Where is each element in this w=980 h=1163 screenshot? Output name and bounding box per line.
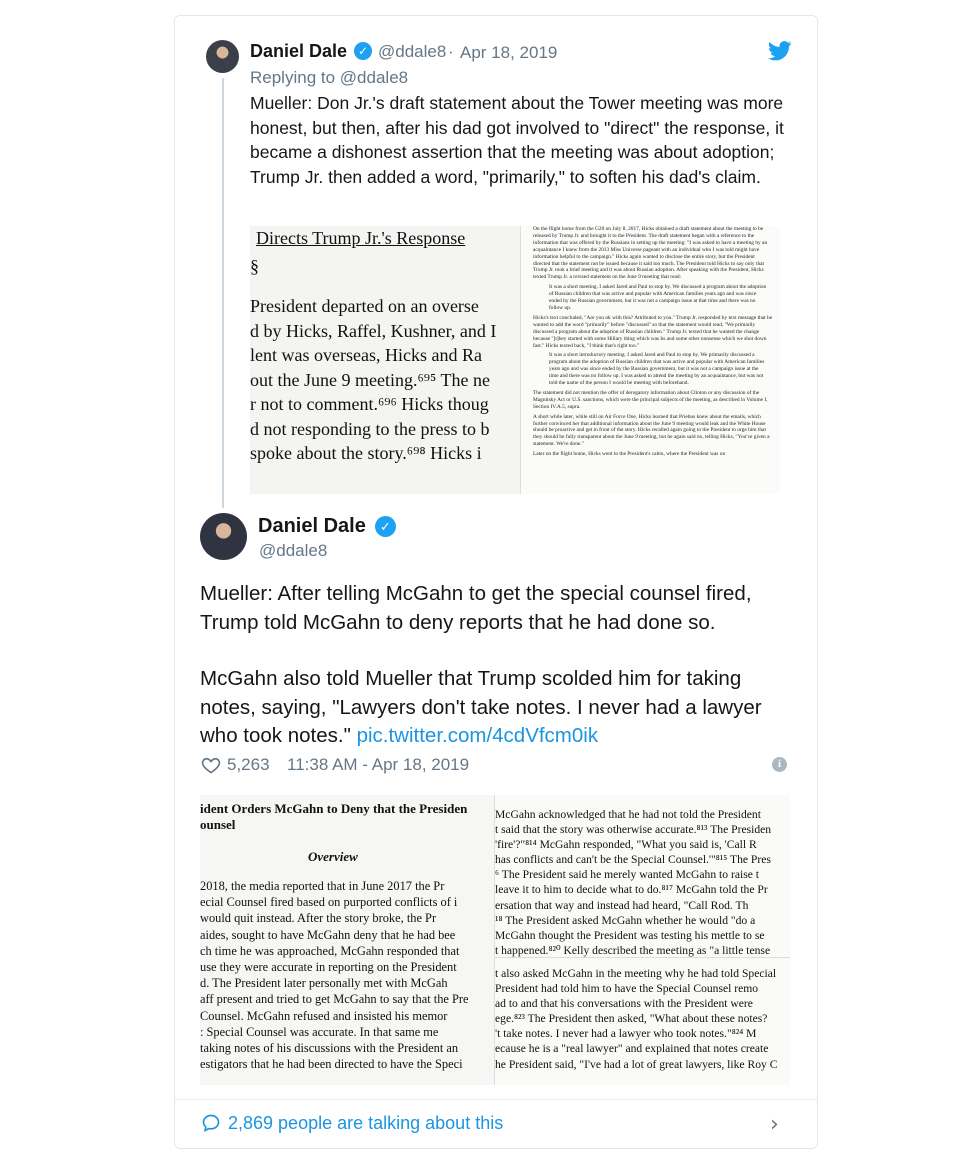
doc-line: ecial Counsel fired based on purported conflicts of i — [200, 895, 458, 910]
parent-separator: · — [448, 42, 454, 61]
doc-line: t said that the story was otherwise accurate.⁸¹³ The Presiden — [495, 823, 772, 837]
tweet-paragraph: Mueller: After telling McGahn to get the special counsel fired, Trump told McGahn to deny reports that he had done so. — [200, 582, 752, 634]
image-divider — [495, 957, 790, 958]
like-count[interactable]: 5,263 — [227, 755, 270, 774]
doc-heading-line: ounsel — [200, 817, 236, 832]
doc-subheading: Overview — [308, 849, 358, 864]
replying-to — [250, 68, 408, 88]
tweet-image-right[interactable] — [494, 795, 790, 1085]
heart-icon[interactable] — [201, 755, 221, 775]
doc-line: 'fire'?"⁸¹⁴ McGahn responded, "What you said is, 'Call R — [495, 838, 757, 852]
doc-line: t happened.⁸²⁰ Kelly described the meeting as "a little tense — [495, 943, 771, 957]
doc-paragraph: Later on the flight home, Hicks went to the President's cabin, where the President was on — [533, 451, 726, 458]
doc-line: has conflicts and can't be the Special Counsel.'"⁸¹⁵ The Pres — [495, 853, 771, 867]
doc-mark: § — [250, 256, 259, 276]
doc-body — [200, 878, 469, 1072]
doc-line: ad to and that his conversations with the President were — [495, 997, 753, 1011]
footer-divider — [175, 1099, 817, 1100]
doc-quote: It was a short introductory meeting. I asked Jared and Paul to stop by. We primarily discussed a program about the adoption of Russian children that was active and popular with American families years ago and was since ended by the Russian government, but it was not a campaign issue at the time and there was no follow up. I was asked to attend the meeting by an acquaintance, but was not told the name of the person I would be meeting with beforehand. — [549, 352, 765, 387]
doc-line: r not to comment.⁶⁹⁶ Hicks thoug — [250, 394, 489, 414]
doc-line: ⁶ The President said he merely wanted McGahn to raise t — [495, 868, 759, 882]
doc-line: lent was overseas, Hicks and Ra — [250, 345, 482, 365]
conversation-link[interactable]: 2,869 people are talking about this — [228, 1113, 504, 1133]
parent-author-handle[interactable]: @ddale8 — [378, 42, 447, 61]
doc-line: : Special Counsel was accurate. In that same me — [200, 1024, 439, 1039]
doc-quote: It was a short meeting. I asked Jared and Paul to stop by. We discussed a program about the adoption of Russian children that was active and popular with American families years ago and was since ended by the Russian government, but it was not a campaign issue at that time and there was no follow up. — [549, 284, 767, 311]
doc-paragraph: A short while later, while still on Air Force One, Hicks learned that Priebus knew about the emails, which further convinced her that additional information about the June 9 meeting would leak and the White House should be proactive and get in front of the story. Hicks recalled again going to the President to urge him that they should be fully transparent about the June 9 meeting, but he again said no, telling Hicks, "You've given a statement. We're done." — [533, 413, 770, 448]
parent-date[interactable]: Apr 18, 2019 — [460, 43, 558, 62]
verified-icon: ✓ — [354, 42, 372, 60]
tweet-paragraph: McGahn also told Mueller that Trump scolded him for taking notes, saying, "Lawyers don't take notes. I never had a lawyer who took notes." — [200, 667, 762, 747]
doc-body — [250, 294, 496, 466]
parent-tweet-text: Mueller: Don Jr.'s draft statement about the Tower meeting was more honest, but then, after his dad got involved to "direct" the response, it became a dishonest assertion that the meeting was about adoption; Trump Jr. then added a word, "primarily," to soften his dad's claim. — [250, 93, 784, 187]
tweet-timestamp[interactable]: 11:38 AM - Apr 18, 2019 — [287, 755, 470, 774]
comment-bubble-icon[interactable] — [201, 1113, 221, 1133]
doc-line: 't take notes. I never had a lawyer who took notes."⁸²⁴ M — [495, 1027, 757, 1041]
tweet-paragraph-2 — [200, 665, 800, 751]
parent-avatar[interactable] — [206, 40, 239, 73]
doc-line: estigators that he had been directed to have the Speci — [200, 1057, 463, 1072]
avatar[interactable] — [200, 513, 247, 560]
doc-heading-line: ident Orders McGahn to Deny that the Presiden — [200, 801, 468, 816]
doc-line: Counsel. McGahn refused and insisted his memor — [200, 1008, 448, 1023]
replying-label: Replying to — [250, 68, 336, 87]
chevron-right-icon[interactable]: › — [770, 1112, 779, 1137]
doc-line: t also asked McGahn in the meeting why he had told Special — [495, 966, 777, 980]
doc-line: 2018, the media reported that in June 2017 the Pr — [200, 879, 445, 893]
tweet-image-left[interactable] — [200, 795, 494, 1085]
doc-line: aides, sought to have McGahn deny that he had bee — [200, 927, 456, 942]
parent-image-right[interactable] — [520, 226, 780, 494]
doc-line: d by Hicks, Raffel, Kushner, and I — [250, 320, 497, 341]
doc-line: taking notes of his discussions with the President an — [200, 1041, 459, 1056]
pic-link[interactable]: pic.twitter.com/4cdVfcm0ik — [356, 724, 599, 747]
author-name[interactable]: Daniel Dale — [258, 515, 366, 537]
doc-line: out the June 9 meeting.⁶⁹⁵ The ne — [250, 369, 490, 390]
doc-line: use they were accurate in reporting on the President — [200, 960, 457, 975]
doc-body — [533, 226, 773, 461]
doc-heading: Directs Trump Jr.'s Response — [256, 228, 466, 248]
thread-connector-line — [222, 78, 224, 508]
parent-author-name[interactable]: Daniel Dale — [250, 41, 348, 61]
doc-line: McGahn thought the President was testing his mettle to se — [495, 928, 765, 942]
doc-line: spoke about the story.⁶⁹⁸ Hicks i — [250, 443, 482, 463]
doc-line: ege.⁸²³ The President then asked, "What about these notes? — [495, 1012, 768, 1026]
verified-icon: ✓ — [375, 516, 396, 537]
replying-mention-link[interactable]: @ddale8 — [339, 68, 409, 87]
doc-line: d not responding to the press to b — [250, 418, 490, 439]
author-handle[interactable]: @ddale8 — [259, 541, 328, 560]
doc-paragraph: Hicks's text concluded, "Are you ok with this? Attributed to you." Trump Jr. responded by text message that he wanted to add the word "primarily" before "discussed" so that the statement would read, "We primarily discussed a program about the adoption of Russian children." Trump Jr. texted that he wanted the change because "[t]hey started with some Hillary thing which was bs and some other nonsense which we shot down fast." Hicks texted back, "I think that's right too." — [533, 314, 773, 349]
tweet-text — [200, 580, 800, 751]
doc-line: would quit instead. After the story broke, the Pr — [200, 911, 437, 926]
doc-line: President had told him to have the Special Counsel remo — [495, 982, 759, 996]
doc-line: President departed on an overse — [250, 296, 479, 316]
doc-line: he President said, "I've had a lot of great lawyers, like Roy C — [495, 1057, 778, 1071]
info-icon[interactable]: i — [772, 757, 787, 772]
doc-line: ch time he was approached, McGahn responded that — [200, 943, 460, 958]
doc-line: ecause he is a "real lawyer" and explained that notes create — [495, 1042, 769, 1056]
parent-image-left[interactable] — [250, 226, 520, 494]
doc-paragraph: On the flight home from the G20 on July 8, 2017, Hicks obtained a draft statement about the meeting to be released by Trump Jr. and brought it to the President. The draft statement began with a reference to the information that was offered by the Russians in setting up the meeting: "I was asked to have a meeting by an acquaintance I knew from the 2013 Miss Universe pageant with an individual who I was told might have information helpful to the campaign." Hicks again wanted to disclose the entire story, but the President directed that the statement not be issued because it said too much. The President told Hicks to say only that Trump Jr. took a brief meeting and it was about Russian adoption. After speaking with the President, Hicks texted Trump Jr. a revised statement on the June 9 meeting that read: — [533, 226, 768, 281]
doc-line: ersation that way and instead had heard, "Call Rod. Th — [495, 898, 749, 912]
doc-body — [495, 807, 777, 1072]
doc-line: leave it to him to decide what to do.⁸¹⁷ McGahn told the Pr — [495, 883, 768, 897]
doc-heading — [200, 801, 467, 833]
doc-paragraph: The statement did not mention the offer of derogatory information about Clinton or any discussion of the Magnitsky Act or U.S. sanctions, which were the principal subjects of the meeting, as described in Volume I, Section IV.A.5, supra. — [533, 389, 768, 410]
doc-line: ¹⁸ The President asked McGahn whether he would "do a — [495, 913, 756, 927]
twitter-bird-icon[interactable] — [768, 40, 792, 62]
doc-line: aff present and tried to get McGahn to say that the Pre — [200, 992, 469, 1007]
doc-line: McGahn acknowledged that he had not told the President — [495, 808, 761, 821]
doc-line: d. The President later personally met with McGah — [200, 976, 448, 991]
